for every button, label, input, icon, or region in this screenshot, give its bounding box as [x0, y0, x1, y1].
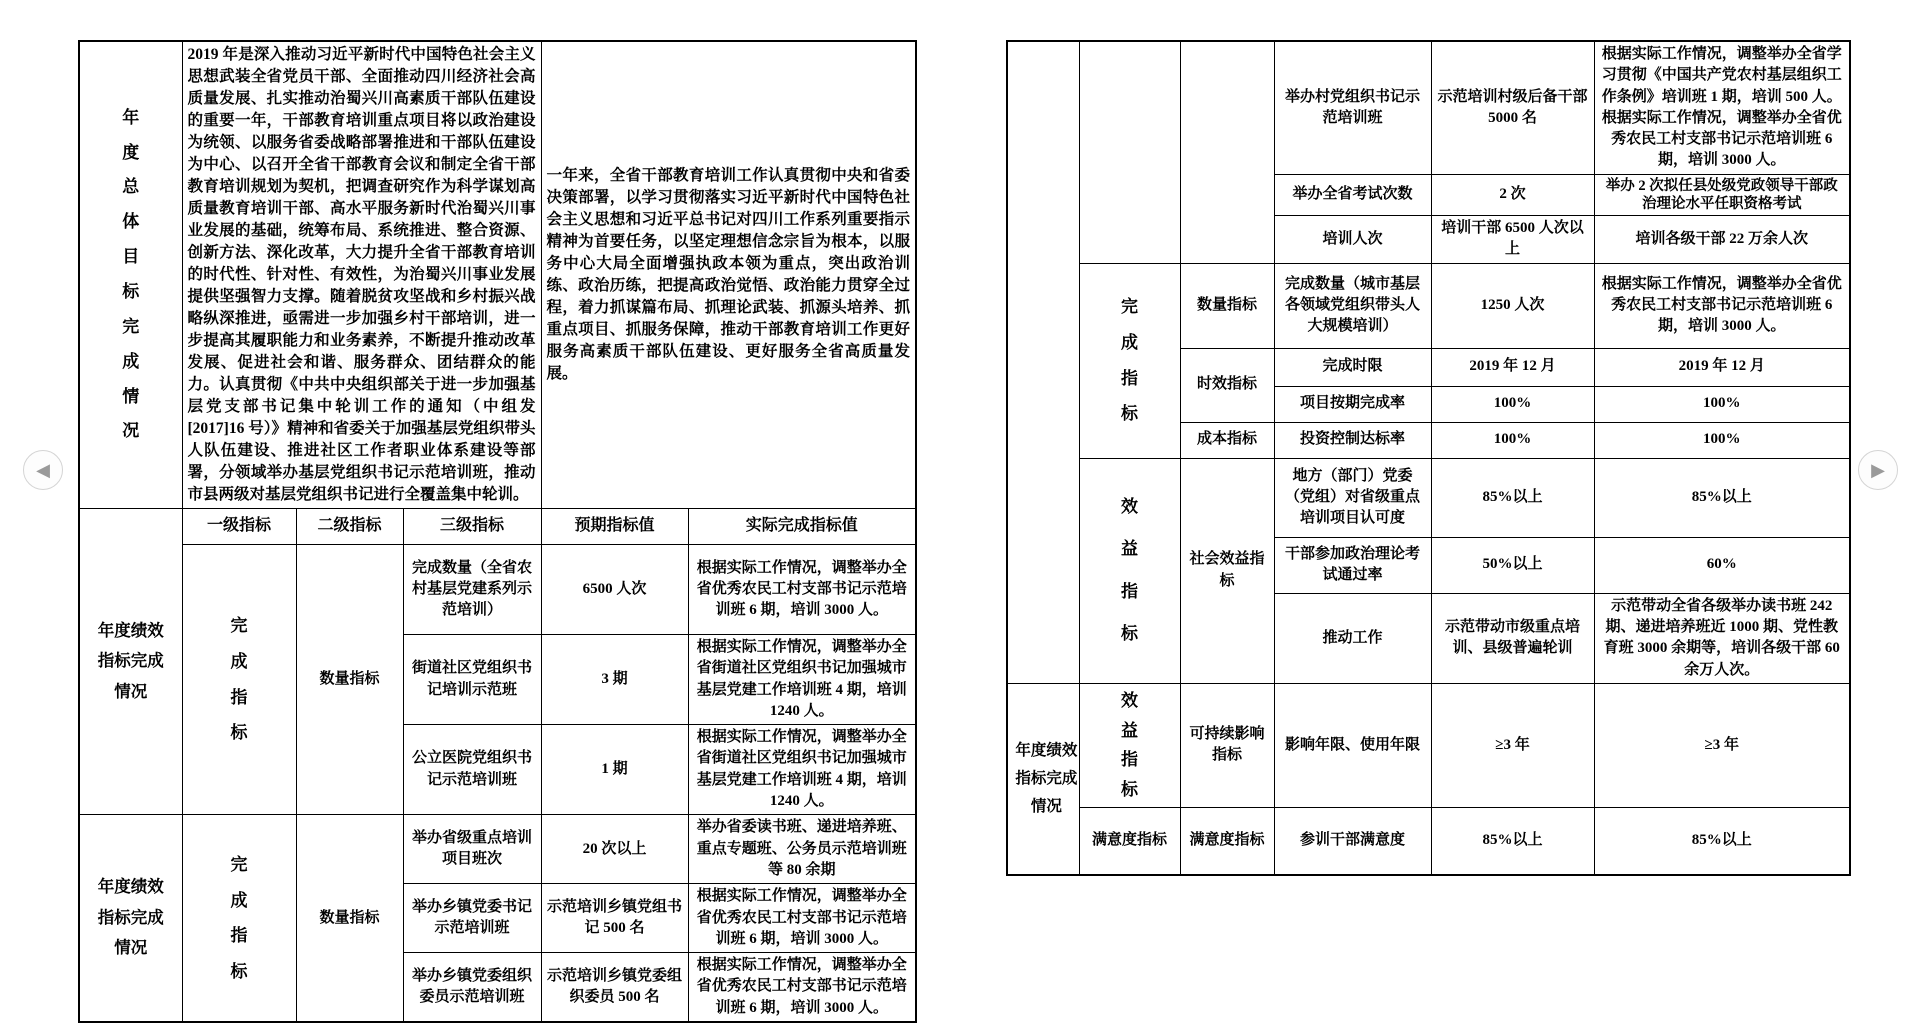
annual-goal-title: 年度总体目标完成情况: [122, 107, 140, 441]
level2-cell: 时效指标: [1180, 348, 1274, 422]
level1-cell: [1079, 683, 1180, 807]
bottom-row-header-cell: [1007, 683, 1079, 875]
level3-cell: 影响年限、使用年限: [1274, 683, 1431, 807]
expected-value-cell: 示范培训乡镇党委组织委员 500 名: [541, 953, 688, 1022]
continued-level2-cell: [1180, 41, 1274, 263]
column-header-level2: 二级指标: [296, 509, 403, 545]
table-row: [1007, 683, 1850, 807]
actual-value-cell: 100%: [1594, 386, 1850, 422]
section1-row-header: 年度绩效指标完成情况: [97, 620, 164, 701]
actual-value-cell: 100%: [1594, 422, 1850, 458]
level1-cell: [182, 815, 296, 1022]
level3-cell: 参训干部满意度: [1274, 807, 1431, 875]
actual-value-cell: 2019 年 12 月: [1594, 348, 1850, 386]
table-row: [1007, 41, 1850, 174]
level1-label: 完成指标: [1120, 297, 1138, 424]
expected-value-cell: 1 期: [541, 725, 688, 815]
page-left: [78, 40, 917, 1023]
level2-cell: 成本指标: [1180, 422, 1274, 458]
expected-value-cell: ≥3 年: [1431, 683, 1594, 807]
level3-cell: 完成数量（全省农村基层党建系列示范培训）: [403, 545, 541, 635]
expected-value-cell: 50%以上: [1431, 537, 1594, 593]
level1-label: 完成指标: [230, 854, 248, 981]
expected-value-cell: 1250 人次: [1431, 263, 1594, 348]
actual-value-cell: 85%以上: [1594, 807, 1850, 875]
level2-cell: 可持续影响指标: [1180, 683, 1274, 807]
bottom-row-header: 年度绩效指标完成情况: [1015, 742, 1078, 815]
annual-goal-paragraph1-cell: [182, 41, 541, 509]
level3-cell: 投资控制达标率: [1274, 422, 1431, 458]
expected-value-cell: 培训干部 6500 人次以上: [1431, 216, 1594, 264]
actual-value-cell: 根据实际工作情况，调整举办全省优秀农民工村支部书记示范培训班 6 期，培训 3000 人。: [688, 884, 916, 953]
level3-cell: 举办全省考试次数: [1274, 174, 1431, 215]
actual-value-cell: ≥3 年: [1594, 683, 1850, 807]
table-row: [79, 41, 916, 509]
actual-value-cell: 根据实际工作情况，调整举办全省优秀农民工村支部书记示范培训班 6 期，培训 3000 人。: [688, 545, 916, 635]
table-row: [79, 815, 916, 884]
actual-value-cell: 根据实际工作情况，调整举办全省优秀农民工村支部书记示范培训班 6 期，培训 3000 人。: [1594, 263, 1850, 348]
level3-cell: 干部参加政治理论考试通过率: [1274, 537, 1431, 593]
expected-value-cell: 3 期: [541, 635, 688, 725]
actual-value-cell: 根据实际工作情况，调整举办全省优秀农民工村支部书记示范培训班 6 期，培训 3000 人。: [688, 953, 916, 1022]
level2-cell: 数量指标: [296, 815, 403, 1022]
actual-value-cell: 举办 2 次拟任县处级党政领导干部政治理论水平任职资格考试: [1594, 174, 1850, 215]
annual-goal-paragraph1: 2019 年是深入推动习近平新时代中国特色社会主义思想武装全省党员干部、全面推动四川经济社会高质量发展、扎实推动治蜀兴川高素质干部队伍建设的重要一年，干部教育培训重点项目将以政治建设为统领、以服务省委战略部署推进和干部队伍建设为中心、以召开全省干部教育会议和制定全省干部教育培训规划为契机，把调查研究作为科学谋划高质量教育培训干部、高水平服务新时代治蜀兴川事业发展的基础，统筹布局、系统推进、整合资源、创新方法、深化改革，大力提升全省干部教育培训的时代性、针对性、有效性，为治蜀兴川事业发展提供坚强智力支撑。随着脱贫攻坚战和乡村振兴战略纵深推进，亟需进一步加强乡村干部培训，进一步提高其履职能力和业务素养，不断提升推动改革发展、促进社会和谐、服务群众、团结群众的能力。认真贯彻《中共中央组织部关于进一步加强基层党支部书记集中轮训工作的通知（中组发[2017]16 号）》精神和省委关于加强基层党组织带头人队伍建设、推进社区工作者职业体系建设等部署，分领域举办基层党组织书记示范培训班，推动市县两级对基层党组织书记进行全覆盖集中轮训。: [187, 46, 536, 503]
level3-cell: 举办乡镇党委书记示范培训班: [403, 884, 541, 953]
level3-cell: 推动工作: [1274, 593, 1431, 683]
annual-goal-paragraph2: 一年来，全省干部教育培训工作认真贯彻中央和省委决策部署，以学习贯彻落实习近平新时代中国特色社会主义思想和习近平总书记对四川工作系列重要指示精神为首要任务，以坚定理想信念宗旨为根本，以服务中心大局全面增强执政本领为重点，突出政治训练、政治历练，把提高政治觉悟、政治能力贯穿全过程，着力抓谋篇布局、抓理论武装、抓源头培养、抓重点项目、抓服务保障，推动干部教育培训工作更好服务高素质干部队伍建设、更好服务全省高质量发展。: [546, 167, 911, 382]
level3-cell: 地方（部门）党委（党组）对省级重点培训项目认可度: [1274, 458, 1431, 537]
prev-page-button[interactable]: [23, 450, 63, 490]
level3-cell: 举办省级重点培训项目班次: [403, 815, 541, 884]
level1-cell: [1079, 458, 1180, 683]
level2-cell: 社会效益指标: [1180, 458, 1274, 683]
level1-cell: 满意度指标: [1079, 807, 1180, 875]
level3-cell: 举办村党组织书记示范培训班: [1274, 41, 1431, 174]
section2-row-header-cell: [79, 815, 182, 1022]
expected-value-cell: 示范培训村级后备干部 5000 名: [1431, 41, 1594, 174]
level1-cell: [182, 545, 296, 815]
level3-cell: 完成数量（城市基层各领域党组织带头人大规模培训）: [1274, 263, 1431, 348]
actual-value-cell: 85%以上: [1594, 458, 1850, 537]
column-header-level1: 一级指标: [182, 509, 296, 545]
level1-label: 完成指标: [230, 616, 248, 743]
column-header-level3: 三级指标: [403, 509, 541, 545]
actual-value-cell: 根据实际工作情况，调整举办全省学习贯彻《中国共产党农村基层组织工作条例》培训班 1 期，培训 500 人。根据实际工作情况，调整举办全省优秀农民工村支部书记示范培训班 6 期，培训 3000 人。: [1594, 41, 1850, 174]
actual-value-cell: 根据实际工作情况，调整举办全省街道社区党组织书记加强城市基层党建工作培训班 4 期，培训 1240 人。: [688, 725, 916, 815]
expected-value-cell: 100%: [1431, 422, 1594, 458]
level3-cell: 培训人次: [1274, 216, 1431, 264]
actual-value-cell: 60%: [1594, 537, 1850, 593]
actual-value-cell: 培训各级干部 22 万余人次: [1594, 216, 1850, 264]
actual-value-cell: 举办省委读书班、递进培养班、重点专题班、公务员示范培训班等 80 余期: [688, 815, 916, 884]
level3-cell: 项目按期完成率: [1274, 386, 1431, 422]
annual-goal-row-header-cell: [79, 41, 182, 509]
chevron-left-icon: ◀: [36, 459, 50, 481]
actual-value-cell: 根据实际工作情况，调整举办全省街道社区党组织书记加强城市基层党建工作培训班 4 期，培训 1240 人。: [688, 635, 916, 725]
page-right: [1006, 40, 1851, 876]
level3-cell: 街道社区党组织书记培训示范班: [403, 635, 541, 725]
continued-level1-cell: [1079, 41, 1180, 263]
level3-cell: 举办乡镇党委组织委员示范培训班: [403, 953, 541, 1022]
expected-value-cell: 100%: [1431, 386, 1594, 422]
actual-value-cell: 示范带动全省各级举办读书班 242 期、递进培养班近 1000 期、党性教育班 3000 余期等，培训各级干部 60 余万人次。: [1594, 593, 1850, 683]
left-performance-table: [78, 40, 917, 1023]
section1-row-header-cell: [79, 509, 182, 815]
level2-cell: 满意度指标: [1180, 807, 1274, 875]
expected-value-cell: 6500 人次: [541, 545, 688, 635]
level1-label: 效益指标: [1120, 496, 1138, 644]
table-row: [1007, 807, 1850, 875]
column-header-expected: 预期指标值: [541, 509, 688, 545]
level2-cell: 数量指标: [1180, 263, 1274, 348]
level3-cell: 公立医院党组织书记示范培训班: [403, 725, 541, 815]
level3-cell: 完成时限: [1274, 348, 1431, 386]
annual-goal-paragraph2-cell: [541, 41, 916, 509]
column-header-actual: 实际完成指标值: [688, 509, 916, 545]
level1-cell: [1079, 263, 1180, 458]
expected-value-cell: 85%以上: [1431, 807, 1594, 875]
next-page-button[interactable]: [1858, 450, 1898, 490]
expected-value-cell: 示范带动市级重点培训、县级普遍轮训: [1431, 593, 1594, 683]
section2-row-header: 年度绩效指标完成情况: [97, 877, 164, 958]
table-header-row: [79, 509, 916, 545]
expected-value-cell: 85%以上: [1431, 458, 1594, 537]
expected-value-cell: 示范培训乡镇党组书记 500 名: [541, 884, 688, 953]
table-row: [1007, 458, 1850, 537]
level2-cell: 数量指标: [296, 545, 403, 815]
table-row: [79, 545, 916, 635]
level1-label: 效益指标: [1120, 690, 1138, 800]
chevron-right-icon: ▶: [1871, 459, 1885, 481]
continued-row-header-cell: [1007, 41, 1079, 683]
expected-value-cell: 2019 年 12 月: [1431, 348, 1594, 386]
expected-value-cell: 20 次以上: [541, 815, 688, 884]
right-performance-table: [1006, 40, 1851, 876]
table-row: [1007, 263, 1850, 348]
expected-value-cell: 2 次: [1431, 174, 1594, 215]
